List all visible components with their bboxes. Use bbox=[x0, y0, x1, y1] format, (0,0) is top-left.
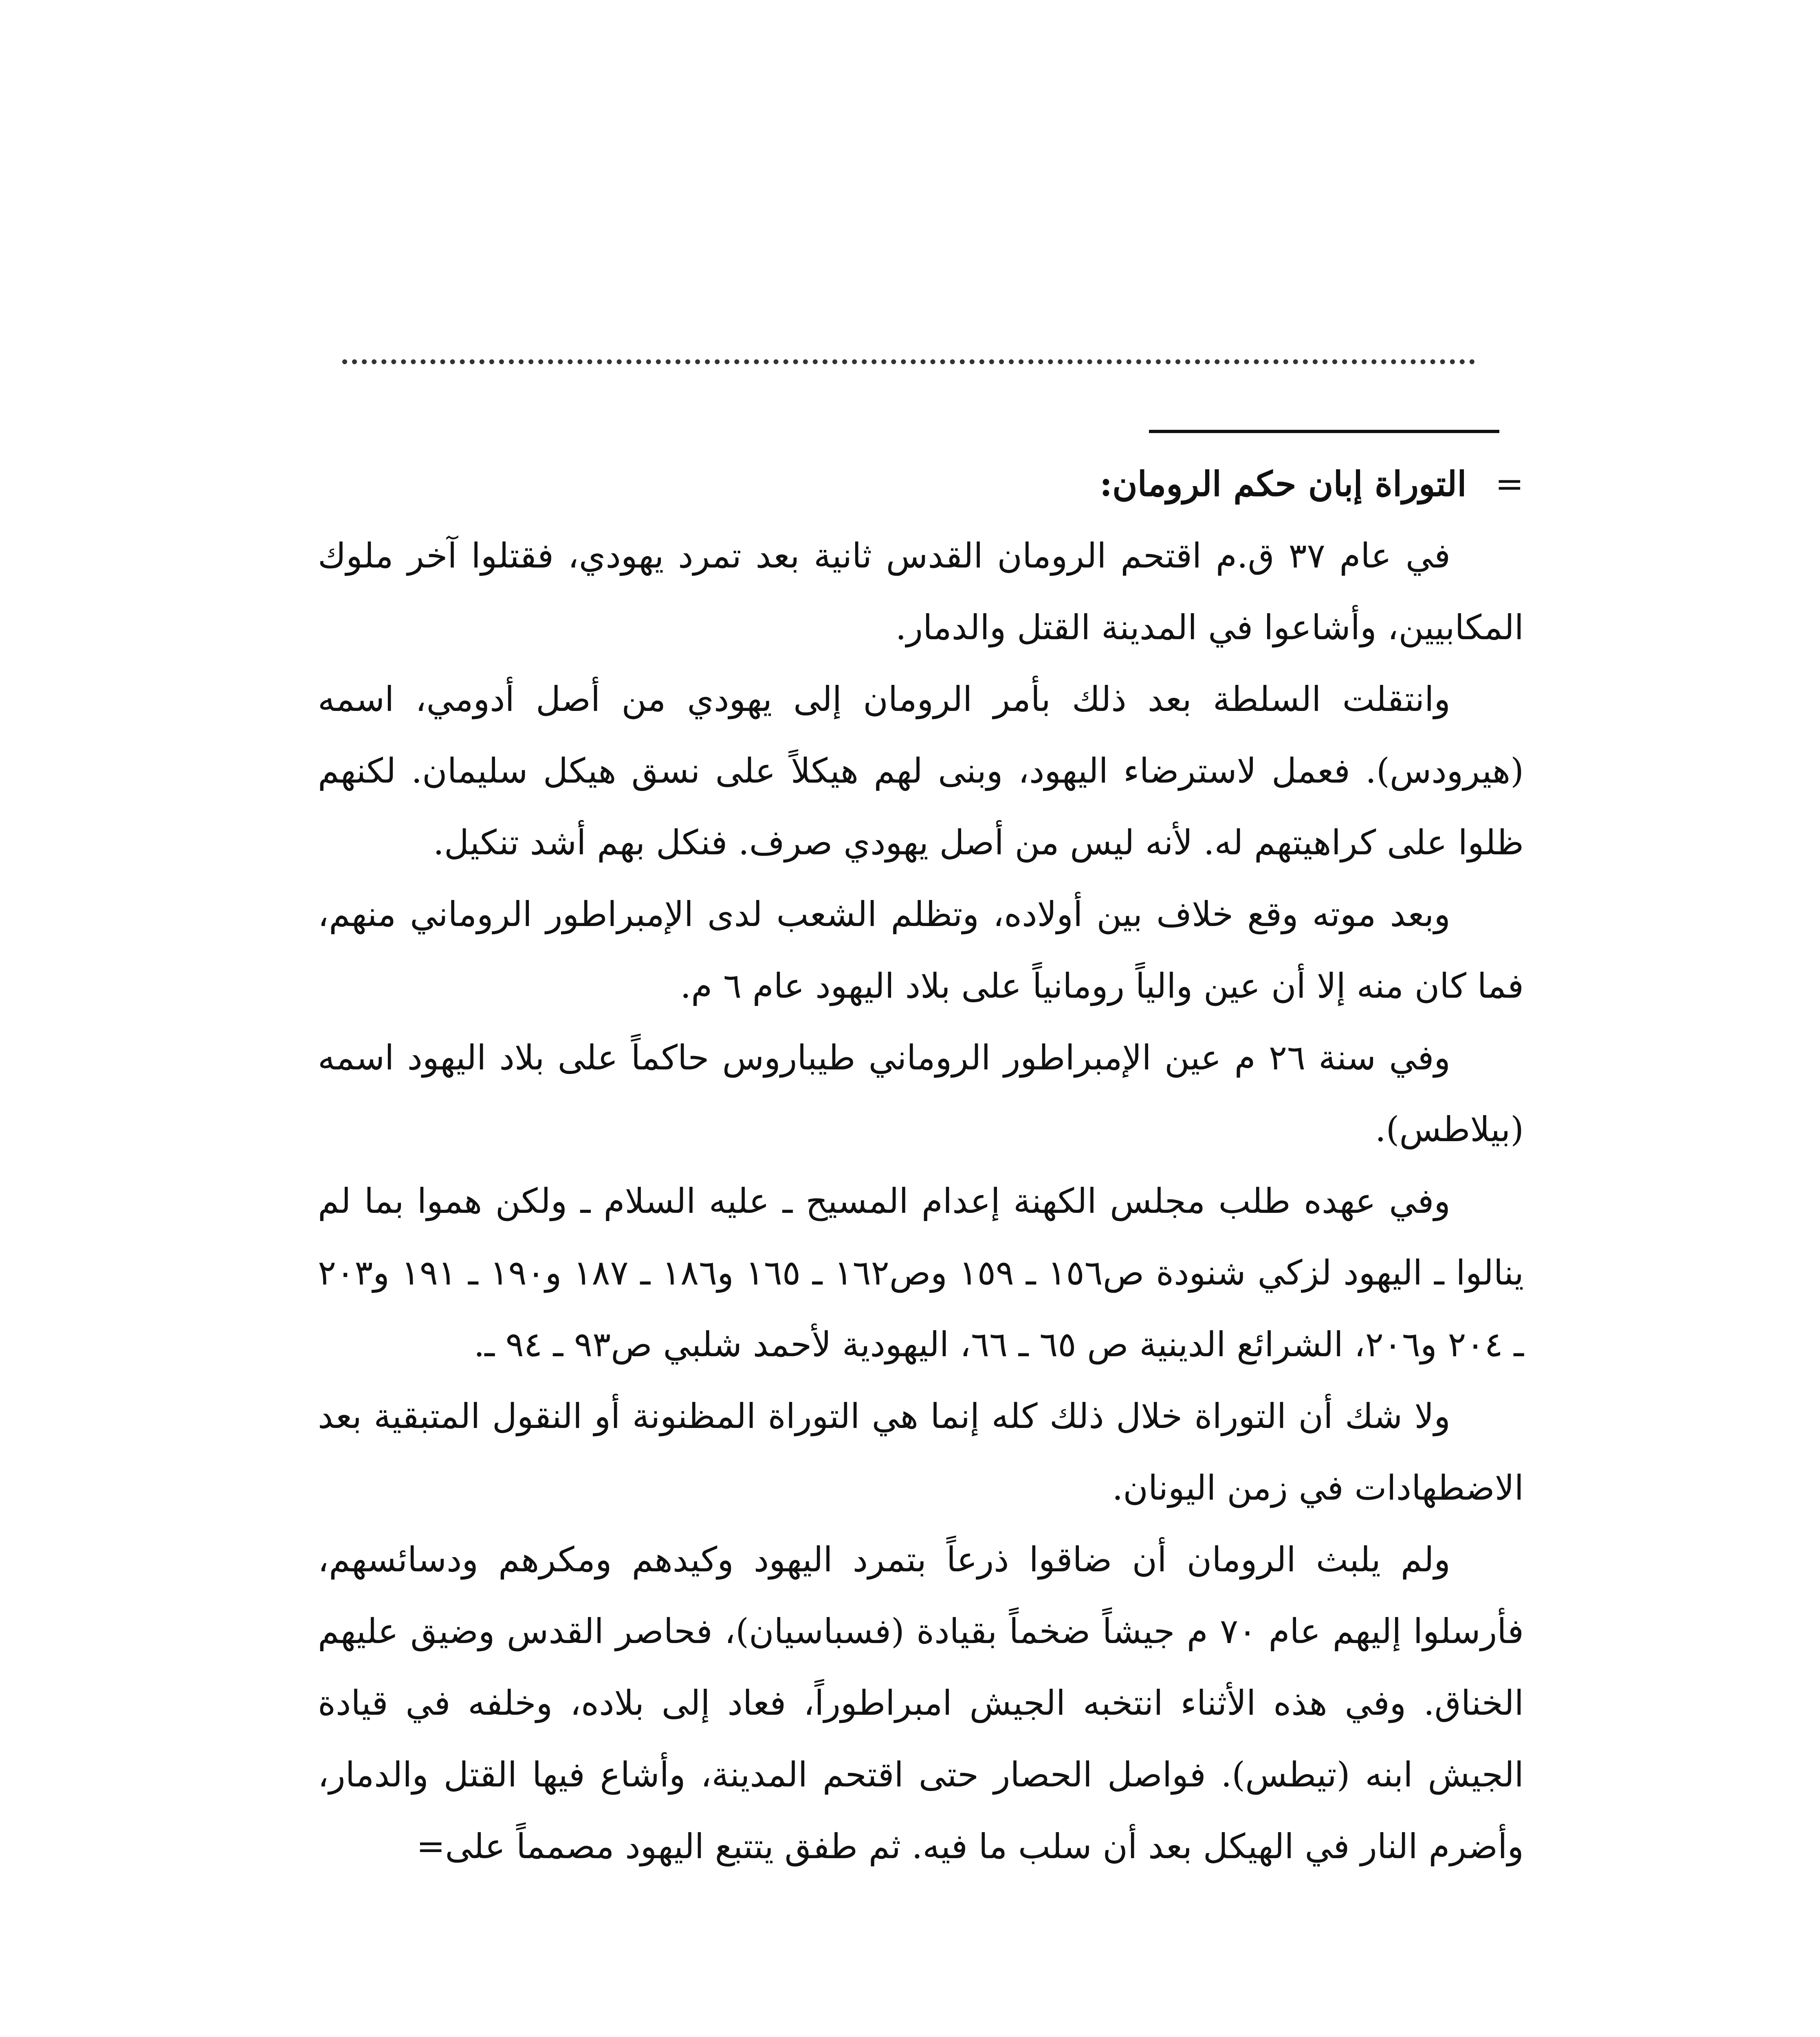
footnote-continuation-marker: = bbox=[1495, 464, 1524, 504]
footnote-paragraph: ولم يلبث الرومان أن ضاقوا ذرعاً بتمرد اليهود وكيدهم ومكرهم ودسائسهم، فأرسلوا إليهم عام ٧٠ م جيشاً ضخماً بقيادة (فسباسيان)، فحاصر القدس وضيق عليهم الخناق. وفي هذه الأثناء انتخبه الجيش امبراطوراً، فعاد إلى بلاده، وخلفه في قيادة الجيش ابنه (تيطس). فواصل الحصار حتى اقتحم المدينة، وأشاع فيها القتل والدمار، وأضرم النار في الهيكل بعد أن سلب ما فيه. ثم طفق يتتبع اليهود مصمماً على= bbox=[318, 1540, 1524, 1866]
footnote-paragraph: وفي سنة ٢٦ م عين الإمبراطور الروماني طيباروس حاكماً على بلاد اليهود اسمه (بيلاطس). bbox=[318, 1038, 1524, 1149]
dotted-separator bbox=[342, 359, 1475, 364]
footnote-block bbox=[318, 448, 1524, 1882]
footnote-heading-row bbox=[318, 448, 1524, 520]
footnote-paragraph: وبعد موته وقع خلاف بين أولاده، وتظلم الشعب لدى الإمبراطور الروماني منهم، فما كان منه إلا أن عين والياً رومانياً على بلاد اليهود عام ٦ م. bbox=[318, 894, 1524, 1006]
footnote-paragraph: ولا شك أن التوراة خلال ذلك كله إنما هي التوراة المظنونة أو النقول المتبقية بعد الاضطهادات في زمن اليونان. bbox=[318, 1396, 1524, 1508]
footnote-rule bbox=[1149, 430, 1499, 433]
footnote-paragraph: وفي عهده طلب مجلس الكهنة إعدام المسيح ـ عليه السلام ـ ولكن هموا بما لم ينالوا ـ اليهود لزكي شنودة ص١٥٦ ـ ١٥٩ وص١٦٢ ـ ١٦٥ و١٨٦ ـ ١٨٧ و١٩٠ ـ ١٩١ و٢٠٣ ـ ٢٠٤ و٢٠٦، الشرائع الدينية ص ٦٥ ـ ٦٦، اليهودية لأحمد شلبي ص٩٣ ـ ٩٤ ـ. bbox=[318, 1181, 1524, 1364]
footnote-paragraph: وانتقلت السلطة بعد ذلك بأمر الرومان إلى يهودي من أصل أدومي، اسمه (هيرودس). فعمل لاسترضاء اليهود، وبنى لهم هيكلاً على نسق هيكل سليمان. لكنهم ظلوا على كراهيتهم له. لأنه ليس من أصل يهودي صرف. فنكل بهم أشد تنكيل. bbox=[318, 679, 1524, 862]
footnote-paragraph: في عام ٣٧ ق.م اقتحم الرومان القدس ثانية بعد تمرد يهودي، فقتلوا آخر ملوك المكابيين، وأشاعوا في المدينة القتل والدمار. bbox=[318, 536, 1524, 647]
footnote-heading: التوراة إبان حكم الرومان: bbox=[1099, 464, 1467, 504]
